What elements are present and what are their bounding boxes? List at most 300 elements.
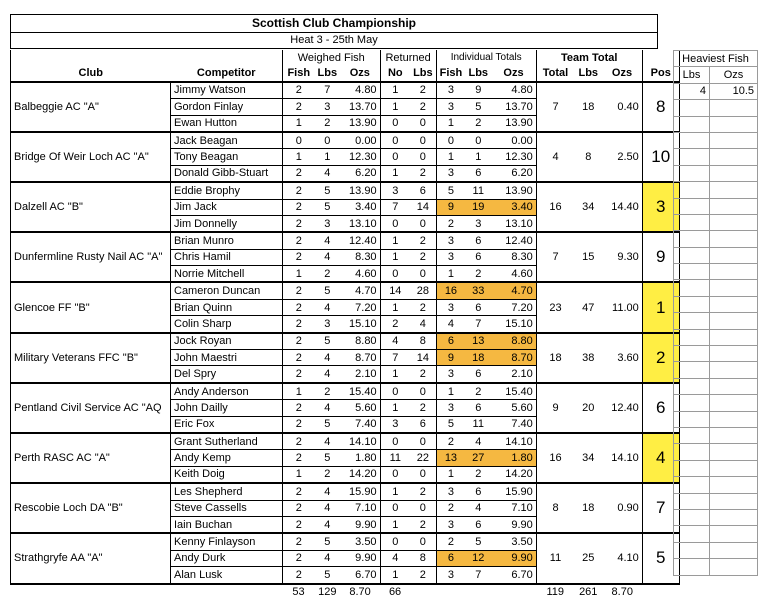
individual-lbs: 12: [465, 550, 491, 566]
table-row: [11, 483, 680, 500]
individual-fish: 3: [436, 232, 465, 249]
empty-cell: [674, 296, 710, 312]
totals-spacer: [410, 584, 436, 600]
individual-lbs: 0: [465, 132, 491, 149]
returned-lbs: 22: [410, 450, 436, 466]
heaviest-fish-empty-row: [674, 214, 758, 230]
group-header-row: [11, 50, 680, 65]
returned-lbs: 0: [410, 433, 436, 450]
empty-cell: [710, 247, 758, 263]
weighed-fish: 2: [283, 350, 315, 366]
individual-ozs: 15.90: [491, 483, 536, 500]
weighed-ozs: 15.40: [340, 383, 380, 400]
competitor-name: Donald Gibb-Stuart: [171, 165, 283, 182]
weighed-ozs: 13.10: [340, 215, 380, 232]
individual-fish: 3: [436, 299, 465, 315]
empty-cell: [674, 444, 710, 460]
weighed-ozs: 6.20: [340, 165, 380, 182]
individual-ozs: 9.90: [491, 516, 536, 533]
weighed-ozs: 7.20: [340, 299, 380, 315]
grand-totals-row: [11, 584, 680, 600]
weighed-ozs: 3.50: [340, 533, 380, 550]
weighed-ozs: 13.90: [340, 115, 380, 132]
club-name: Military Veterans FFC "B": [11, 333, 171, 383]
position-badge: 9: [642, 232, 679, 282]
empty-cell: [710, 411, 758, 427]
team-total-lbs: 8: [574, 132, 602, 182]
pos-column-header: Pos: [642, 65, 679, 81]
returned-lbs-column-header: Lbs: [413, 67, 433, 80]
heaviest-fish-empty-row: [674, 247, 758, 263]
weighed-fish: 2: [283, 533, 315, 550]
competitor-name: Tony Beagan: [171, 149, 283, 165]
individual-lbs: 6: [465, 249, 491, 265]
weighed-fish: 2: [283, 450, 315, 466]
weighed-lbs-column-header: Lbs: [317, 67, 338, 80]
individual-fish: 9: [436, 350, 465, 366]
weighed-fish: 2: [283, 232, 315, 249]
individual-ozs: 1.80: [491, 450, 536, 466]
team-total-column-header: Total: [536, 65, 574, 81]
competitor-column-header: Competitor: [196, 67, 256, 80]
team-total-fish: 8: [536, 483, 574, 533]
competitor-name: Jim Jack: [171, 199, 283, 215]
team-total-lbs: 20: [574, 383, 602, 433]
returned-lbs: 2: [410, 99, 436, 115]
weighed-fish: 2: [283, 483, 315, 500]
competitor-name: Eric Fox: [171, 416, 283, 433]
returned-no: 0: [380, 500, 410, 516]
weighed-lbs: 4: [315, 500, 341, 516]
weighed-fish: 2: [283, 333, 315, 350]
team-total-ozs: 12.40: [602, 383, 642, 433]
heaviest-fish-empty-row: [674, 264, 758, 280]
empty-cell: [710, 378, 758, 394]
competitor-name: Norrie Mitchell: [171, 266, 283, 283]
team-total-fish: 7: [536, 232, 574, 282]
individual-lbs: 11: [465, 182, 491, 199]
empty-cell: [710, 542, 758, 558]
heaviest-fish-empty-row: [674, 542, 758, 558]
weighed-ozs: 2.10: [340, 366, 380, 383]
club-name: Perth RASC AC "A": [11, 433, 171, 483]
weighed-fish: 2: [283, 82, 315, 99]
returned-lbs: 2: [410, 82, 436, 99]
weighed-fish: 2: [283, 567, 315, 584]
weighed-lbs: 4: [315, 433, 341, 450]
competitor-name: Brian Quinn: [171, 299, 283, 315]
heaviest-lbs-value: 4: [674, 83, 710, 99]
empty-cell: [674, 132, 710, 148]
heaviest-fish-empty-row: [674, 280, 758, 296]
weighed-fish: 2: [283, 516, 315, 533]
weighed-fish: 1: [283, 149, 315, 165]
individual-lbs: 27: [465, 450, 491, 466]
individual-fish: 3: [436, 400, 465, 416]
position-badge: 8: [642, 82, 679, 132]
position-badge: 1: [642, 282, 679, 332]
competitor-name: Del Spry: [171, 366, 283, 383]
returned-lbs: 6: [410, 416, 436, 433]
team-total-group-header: Team Total: [536, 50, 642, 65]
weighed-fish: 2: [283, 299, 315, 315]
totals-spacer: [465, 584, 491, 600]
returned-group-header: Returned: [380, 50, 436, 65]
team-total-lbs: 18: [574, 82, 602, 132]
empty-cell: [674, 100, 710, 116]
heaviest-fish-empty-row: [674, 116, 758, 132]
empty-cell: [674, 247, 710, 263]
returned-no: 11: [380, 450, 410, 466]
heaviest-fish-empty-row: [674, 346, 758, 362]
individual-lbs: 2: [465, 115, 491, 132]
individual-fish: 1: [436, 266, 465, 283]
weighed-lbs: 5: [315, 567, 341, 584]
empty-cell: [674, 542, 710, 558]
individual-ozs: 2.10: [491, 366, 536, 383]
individual-ozs: 14.20: [491, 466, 536, 483]
individual-fish: 4: [436, 316, 465, 333]
weighed-lbs: 2: [315, 383, 341, 400]
page-title: Scottish Club Championship: [10, 14, 658, 33]
individual-fish: 0: [436, 132, 465, 149]
returned-lbs: 2: [410, 232, 436, 249]
individual-lbs: 6: [465, 516, 491, 533]
individual-lbs: 2: [465, 466, 491, 483]
returned-lbs: 8: [410, 333, 436, 350]
team-total-ozs: 2.50: [602, 132, 642, 182]
empty-cell: [674, 149, 710, 165]
weighed-lbs: 5: [315, 182, 341, 199]
returned-no: 0: [380, 149, 410, 165]
empty-cell: [674, 264, 710, 280]
individual-fish: 5: [436, 416, 465, 433]
individual-ozs: 3.40: [491, 199, 536, 215]
team-total-ozs: 0.90: [602, 483, 642, 533]
page-subtitle: Heat 3 - 25th May: [10, 32, 658, 49]
team-total-ozs: 0.40: [602, 82, 642, 132]
weighed-lbs: 4: [315, 550, 341, 566]
team-total-ozs: 14.10: [602, 433, 642, 483]
totals-spacer: [491, 584, 536, 600]
heaviest-fish-empty-row: [674, 526, 758, 542]
empty-cell: [710, 116, 758, 132]
weighed-lbs: 4: [315, 350, 341, 366]
individual-fish: 3: [436, 99, 465, 115]
returned-no: 0: [380, 383, 410, 400]
competitor-name: Grant Sutherland: [171, 433, 283, 450]
weighed-fish: 1: [283, 383, 315, 400]
position-badge: 7: [642, 483, 679, 533]
empty-cell: [710, 182, 758, 198]
individual-fish: 13: [436, 450, 465, 466]
empty-cell: [710, 477, 758, 493]
individual-ozs: 6.20: [491, 165, 536, 182]
weighed-fish: 2: [283, 366, 315, 383]
team-total-fish: 16: [536, 182, 574, 232]
competitor-name: Chris Hamil: [171, 249, 283, 265]
table-row: [11, 282, 680, 299]
returned-no: 1: [380, 99, 410, 115]
individual-lbs: 2: [465, 266, 491, 283]
weighed-lbs: 3: [315, 316, 341, 333]
table-row: [11, 333, 680, 350]
totals-spacer: [436, 584, 465, 600]
individual-lbs: 4: [465, 433, 491, 450]
team-total-ozs: 9.30: [602, 232, 642, 282]
weighed-ozs: 7.10: [340, 500, 380, 516]
individual-lbs: 19: [465, 199, 491, 215]
heaviest-fish-empty-row: [674, 378, 758, 394]
empty-cell: [674, 378, 710, 394]
empty-cell: [710, 460, 758, 476]
individual-ozs: 9.90: [491, 550, 536, 566]
competitor-name: Alan Lusk: [171, 567, 283, 584]
club-name: Strathgryfe AA "A": [11, 533, 171, 583]
team-total-fish: 23: [536, 282, 574, 332]
returned-no: 3: [380, 182, 410, 199]
empty-cell: [710, 296, 758, 312]
individual-ozs: 13.70: [491, 99, 536, 115]
individual-fish: 3: [436, 366, 465, 383]
heaviest-lbs-label: Lbs: [674, 67, 710, 83]
individual-ozs: 15.40: [491, 383, 536, 400]
heaviest-fish-empty-row: [674, 132, 758, 148]
empty-cell: [674, 362, 710, 378]
team-total-lbs: 15: [574, 232, 602, 282]
team-lbs-column-header: Lbs: [578, 67, 599, 80]
empty-cell: [674, 198, 710, 214]
returned-no: 1: [380, 366, 410, 383]
heaviest-fish-table: [673, 50, 758, 576]
competitor-name: Andy Durk: [171, 550, 283, 566]
team-total-lbs: 38: [574, 333, 602, 383]
weighed-lbs: 4: [315, 165, 341, 182]
empty-cell: [674, 493, 710, 509]
empty-cell: [710, 214, 758, 230]
individual-lbs: 6: [465, 366, 491, 383]
individual-lbs: 5: [465, 99, 491, 115]
individual-fish: 3: [436, 82, 465, 99]
individual-fish: 3: [436, 165, 465, 182]
weighed-lbs: 7: [315, 82, 341, 99]
weighed-fish: 2: [283, 316, 315, 333]
empty-cell: [710, 427, 758, 443]
weighed-lbs: 4: [315, 249, 341, 265]
position-badge: 5: [642, 533, 679, 583]
individual-ozs: 12.30: [491, 149, 536, 165]
competitor-name: Les Shepherd: [171, 483, 283, 500]
weighed-ozs: 14.10: [340, 433, 380, 450]
heaviest-fish-empty-row: [674, 231, 758, 247]
team-total-lbs: 18: [574, 483, 602, 533]
individual-fish: 3: [436, 483, 465, 500]
individual-ozs: 5.60: [491, 400, 536, 416]
individual-fish: 2: [436, 533, 465, 550]
empty-cell: [674, 477, 710, 493]
individual-lbs-column-header: Lbs: [468, 67, 489, 80]
individual-ozs: 14.10: [491, 433, 536, 450]
weighed-ozs: 9.90: [340, 516, 380, 533]
returned-lbs: 14: [410, 199, 436, 215]
empty-cell: [674, 346, 710, 362]
table-row: [11, 433, 680, 450]
total-weighed-lbs: 129: [315, 584, 341, 600]
team-total-fish: 4: [536, 132, 574, 182]
empty-cell: [710, 280, 758, 296]
team-total-lbs: 34: [574, 433, 602, 483]
weighed-ozs: 8.30: [340, 249, 380, 265]
weighed-ozs: 1.80: [340, 450, 380, 466]
table-row: [11, 82, 680, 99]
individual-ozs: 8.30: [491, 249, 536, 265]
weighed-fish: 2: [283, 433, 315, 450]
heaviest-fish-empty-row: [674, 165, 758, 181]
weighed-fish: 0: [283, 132, 315, 149]
returned-no-column-header: No: [380, 65, 410, 81]
table-row: [11, 232, 680, 249]
empty-cell: [710, 559, 758, 575]
weighed-fish: 2: [283, 182, 315, 199]
weighed-ozs: 12.30: [340, 149, 380, 165]
heaviest-ozs-label: Ozs: [710, 67, 758, 83]
individual-lbs: 5: [465, 533, 491, 550]
competitor-name: Steve Cassells: [171, 500, 283, 516]
weighed-ozs: 13.90: [340, 182, 380, 199]
returned-no: 0: [380, 266, 410, 283]
empty-cell: [674, 280, 710, 296]
returned-no: 0: [380, 115, 410, 132]
empty-cell: [674, 214, 710, 230]
total-weighed-fish: 53: [283, 584, 315, 600]
weighed-fish: 1: [283, 115, 315, 132]
weighed-lbs: 4: [315, 366, 341, 383]
returned-no: 7: [380, 199, 410, 215]
weighed-lbs: 5: [315, 199, 341, 215]
empty-cell: [674, 231, 710, 247]
returned-no: 1: [380, 299, 410, 315]
individual-fish: 5: [436, 182, 465, 199]
empty-cell: [674, 395, 710, 411]
empty-cell: [710, 198, 758, 214]
team-total-ozs: 11.00: [602, 282, 642, 332]
competitor-name: John Dailly: [171, 400, 283, 416]
returned-lbs: 0: [410, 500, 436, 516]
individual-totals-group-header: Individual Totals: [436, 50, 536, 65]
individual-ozs: 7.40: [491, 416, 536, 433]
returned-lbs: 8: [410, 550, 436, 566]
empty-cell: [710, 231, 758, 247]
position-badge: 10: [642, 132, 679, 182]
totals-spacer: [11, 584, 171, 600]
club-name: Rescobie Loch DA "B": [11, 483, 171, 533]
individual-fish: 6: [436, 550, 465, 566]
heaviest-fish-title: Heaviest Fish: [674, 51, 758, 67]
returned-lbs: 0: [410, 266, 436, 283]
club-name: Balbeggie AC "A": [11, 82, 171, 132]
weighed-fish: 2: [283, 249, 315, 265]
weighed-lbs: 4: [315, 232, 341, 249]
heaviest-fish-empty-row: [674, 362, 758, 378]
team-total-fish: 11: [536, 533, 574, 583]
table-row: [11, 132, 680, 149]
weighed-ozs-column-header: Ozs: [349, 67, 370, 80]
weighed-fish: 2: [283, 199, 315, 215]
individual-lbs: 33: [465, 282, 491, 299]
competitor-name: Andy Anderson: [171, 383, 283, 400]
heaviest-fish-empty-row: [674, 100, 758, 116]
individual-fish: 3: [436, 249, 465, 265]
weighed-fish: 2: [283, 550, 315, 566]
individual-lbs: 6: [465, 483, 491, 500]
competitor-name: Eddie Brophy: [171, 182, 283, 199]
returned-lbs: 2: [410, 483, 436, 500]
empty-cell: [710, 395, 758, 411]
heaviest-fish-empty-row: [674, 460, 758, 476]
weighed-ozs: 4.70: [340, 282, 380, 299]
totals-spacer: [642, 584, 679, 600]
individual-ozs: 8.70: [491, 350, 536, 366]
competitor-name: Jimmy Watson: [171, 82, 283, 99]
returned-lbs: 14: [410, 350, 436, 366]
weighed-fish-group-header: Weighed Fish: [283, 50, 381, 65]
weighed-fish: 2: [283, 282, 315, 299]
individual-lbs: 7: [465, 316, 491, 333]
weighed-ozs: 4.80: [340, 82, 380, 99]
returned-lbs: 2: [410, 165, 436, 182]
team-total-fish: 16: [536, 433, 574, 483]
individual-fish: 1: [436, 115, 465, 132]
results-table: [10, 50, 680, 600]
team-total-lbs: 25: [574, 533, 602, 583]
team-total-fish: 18: [536, 333, 574, 383]
empty-cell: [674, 460, 710, 476]
weighed-ozs: 4.60: [340, 266, 380, 283]
returned-no: 0: [380, 433, 410, 450]
competitor-name: Colin Sharp: [171, 316, 283, 333]
returned-no: 0: [380, 533, 410, 550]
individual-lbs: 6: [465, 299, 491, 315]
weighed-lbs: 4: [315, 516, 341, 533]
weighed-lbs: 3: [315, 215, 341, 232]
heaviest-fish-empty-row: [674, 477, 758, 493]
weighed-ozs: 15.90: [340, 483, 380, 500]
weighed-lbs: 2: [315, 115, 341, 132]
weighed-fish: 2: [283, 400, 315, 416]
individual-lbs: 6: [465, 400, 491, 416]
individual-lbs: 18: [465, 350, 491, 366]
weighed-lbs: 0: [315, 132, 341, 149]
empty-cell: [710, 149, 758, 165]
table-row: [11, 182, 680, 199]
individual-ozs: 7.20: [491, 299, 536, 315]
club-column-header: Club: [11, 65, 171, 81]
team-total-lbs: 34: [574, 182, 602, 232]
returned-no: 4: [380, 550, 410, 566]
heaviest-fish-empty-row: [674, 182, 758, 198]
weighed-lbs: 5: [315, 533, 341, 550]
returned-lbs: 2: [410, 366, 436, 383]
individual-ozs: 3.50: [491, 533, 536, 550]
competitor-name: Jim Donnelly: [171, 215, 283, 232]
competitor-name: Brian Munro: [171, 232, 283, 249]
individual-ozs: 13.90: [491, 182, 536, 199]
weighed-lbs: 2: [315, 266, 341, 283]
results-body: [11, 82, 680, 584]
returned-no: 1: [380, 483, 410, 500]
position-badge: 6: [642, 383, 679, 433]
individual-fish: 3: [436, 516, 465, 533]
